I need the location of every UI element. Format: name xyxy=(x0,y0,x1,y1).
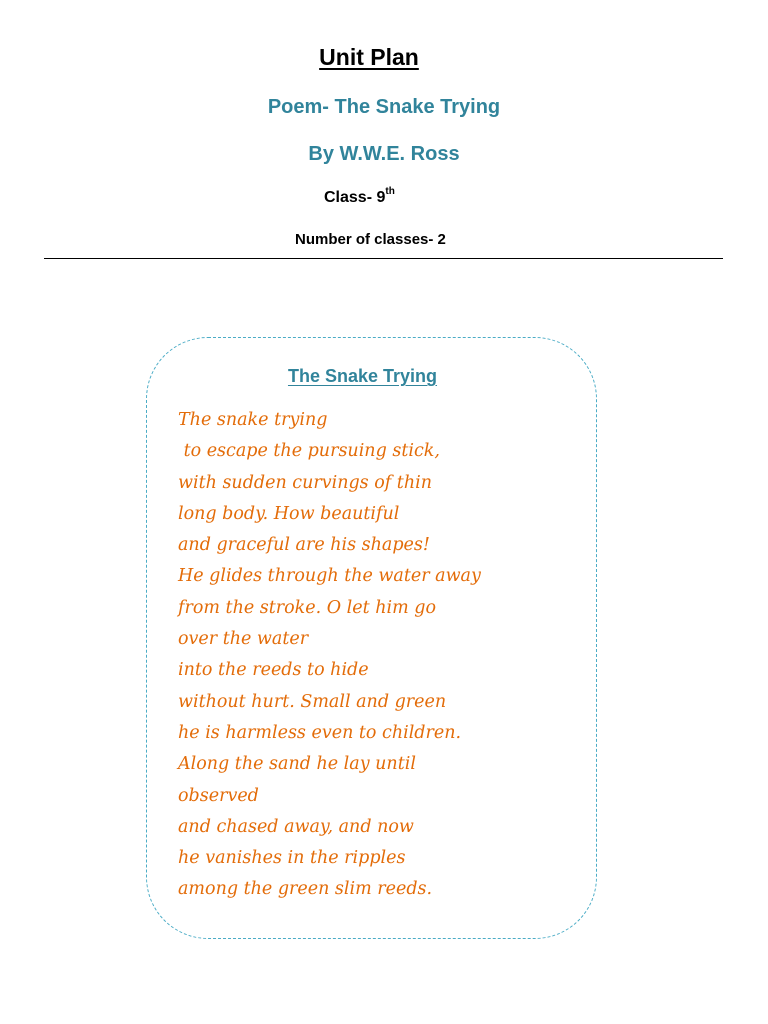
poem-heading: Poem- The Snake Trying xyxy=(267,96,501,118)
class-ordinal-suffix: th xyxy=(385,186,395,197)
number-of-classes: Number of classes- 2 xyxy=(295,231,446,248)
poem-line: over the water xyxy=(178,629,309,650)
poem-title: The Snake Trying xyxy=(287,366,438,386)
poem-line: he is harmless even to children. xyxy=(178,722,462,743)
poem-line: among the green slim reeds. xyxy=(178,879,433,900)
class-label: Class- 9 xyxy=(324,189,386,206)
poem-line: The snake trying xyxy=(178,410,328,430)
poem-line: Along the sand he lay until xyxy=(178,754,416,775)
unit-plan-title: Unit Plan xyxy=(319,44,419,70)
poem-line: observed xyxy=(178,785,259,806)
poem-line: from the stroke. O let him go xyxy=(178,597,436,618)
poem-line: to escape the pursuing stick, xyxy=(178,441,440,462)
poem-line: into the reeds to hide xyxy=(178,660,369,681)
poem-line: and chased away, and now xyxy=(178,816,414,837)
class-line xyxy=(324,186,395,207)
poem-line: and graceful are his shapes! xyxy=(178,535,430,556)
poem-line: without hurt. Small and green xyxy=(178,691,447,712)
author-line: By W.W.E. Ross xyxy=(308,143,460,165)
poem-lines xyxy=(178,405,588,906)
horizontal-divider xyxy=(44,258,723,259)
poem-line: He glides through the water away xyxy=(178,566,481,587)
poem-line: with sudden curvings of thin xyxy=(178,472,432,493)
poem-line: he vanishes in the ripples xyxy=(178,848,406,869)
poem-line: long body. How beautiful xyxy=(178,503,400,524)
